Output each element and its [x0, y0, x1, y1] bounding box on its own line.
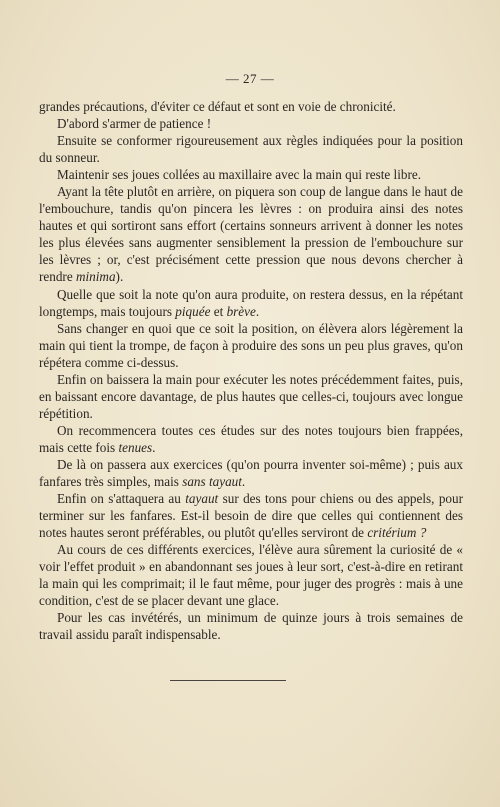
paragraph-text: . — [255, 303, 260, 319]
page-number: — 27 — — [225, 71, 275, 86]
paragraph-text: Pour les cas invétérés, un minimum de quinze jours à trois semaines de travail assidu paraît indispensable. — [39, 610, 463, 643]
paragraph-2 — [39, 115, 463, 132]
paragraph-text: On recommencera toutes ces études sur des notes toujours bien frappées, mais cette fois — [39, 422, 463, 455]
paragraph-text: Au cours de ces différents exercices, l'élève aura sûrement la curiosité de « voir l'effet produit » en abandonnant ses joues à leur sort, c'est-à-dire en retirant la main qui les comprimait; il le faut même, pour juger des progrès : mais à une condition, c'est de se placer devant une glace. — [39, 542, 463, 609]
italic-term: piquée — [175, 303, 211, 319]
paragraph-text: . — [152, 439, 156, 455]
paragraph-text: sur des tons pour chiens ou des appels, pour terminer sur les fanfares. Est-il besoin de dire que celles qui contiennent des notes hautes seront préférables, ou plutôt qu'elles serviront de — [39, 491, 464, 541]
paragraph-text: . — [241, 474, 246, 490]
italic-term: brève — [226, 303, 256, 319]
paragraph-text: Ensuite se conformer rigoureusement aux règles indiquées pour la position du sonneur. — [39, 133, 463, 166]
paragraph-10 — [39, 456, 463, 490]
paragraph-8 — [39, 371, 463, 422]
paragraph-7 — [39, 320, 463, 371]
body-text — [39, 98, 463, 644]
paragraph-text: Quelle que soit la note qu'on aura produite, on restera dessus, en la répétant longtemps, mais toujours — [39, 286, 463, 319]
italic-term: critérium ? — [367, 525, 427, 541]
paragraph-6 — [39, 286, 463, 320]
italic-term: sans tayaut — [182, 474, 242, 490]
paragraph-text: Enfin on baissera la main pour exécuter les notes précédemment faites, puis, en baissant encore davantage, de plus hautes que celles-ci, toujours avec longue répétition. — [39, 371, 463, 421]
italic-term: tayaut — [185, 491, 219, 507]
paragraph-9 — [39, 422, 463, 456]
paragraph-12 — [39, 541, 463, 609]
paragraph-text: D'abord s'armer de patience ! — [57, 116, 212, 132]
section-divider — [170, 680, 286, 681]
paragraph-text: Ayant la tête plutôt en arrière, on piquera son coup de langue dans le haut de l'embouchure, tandis qu'on pincera les lèvres : on produira ainsi des notes hautes et qui sortiront sans effort (certains sonneurs arrivent à donner les notes les plus élevées sans augmenter sensiblement la pression de l'embouchure sur les lèvres ; or, c'est précisément cette pression que nous devons chercher à rendre — [39, 184, 463, 285]
italic-term: tenues — [118, 439, 153, 455]
paragraph-text: et — [210, 303, 227, 319]
paragraph-13 — [39, 609, 463, 643]
paragraph-text: grandes précautions, d'éviter ce défaut et sont en voie de chronicité. — [39, 99, 396, 114]
paragraph-text: Sans changer en quoi que ce soit la position, on élèvera alors légèrement la main qui tient la trompe, de façon à produire des sons un peu plus graves, qu'on répétera comme ci-dessus. — [39, 320, 463, 370]
paragraph-4 — [39, 166, 463, 183]
paragraph-text: De là on passera aux exercices (qu'on pourra inventer soi-même) ; puis aux fanfares très simples, mais — [39, 456, 463, 490]
paragraph-11 — [39, 490, 463, 541]
paragraph-1 — [39, 98, 463, 115]
paragraph-3 — [39, 132, 463, 166]
paragraph-text: ). — [115, 269, 124, 285]
paragraph-text: Enfin on s'attaquera au — [57, 491, 186, 507]
paragraph-text: Maintenir ses joues collées au maxillaire avec la main qui reste libre. — [57, 167, 421, 183]
paragraph-5 — [39, 183, 463, 285]
italic-term: minima — [75, 269, 116, 285]
